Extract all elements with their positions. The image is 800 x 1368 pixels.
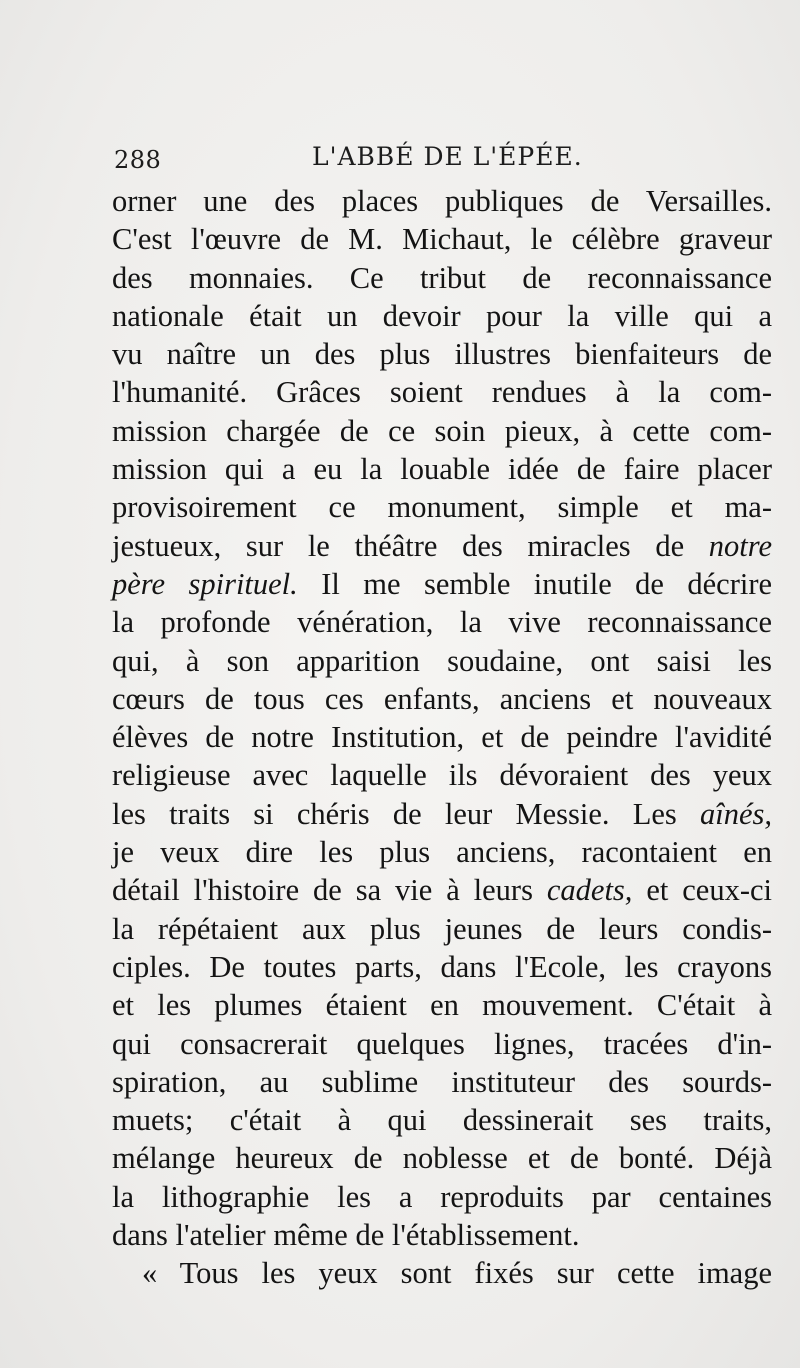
text-line: cœurs de tous ces enfants, anciens et nouveaux: [112, 681, 772, 716]
text-line: C'est l'œuvre de M. Michaut, le célèbre graveur: [112, 222, 772, 257]
text-line: mélange heureux de noblesse et de bonté. Déjà: [112, 1141, 772, 1176]
text-line: [112, 565, 772, 603]
text-line: spiration, au sublime instituteur des sourds-: [112, 1064, 772, 1099]
text-line: orner une des places publiques de Versailles.: [112, 184, 772, 218]
italic-segment: père spirituel.: [112, 566, 298, 601]
text-line: « Tous les yeux sont fixés sur cette image: [142, 1256, 772, 1291]
text-line: ciples. De toutes parts, dans l'Ecole, les crayons: [112, 949, 772, 984]
italic-segment: aînés,: [700, 796, 773, 831]
text-line: muets; c'était à qui dessinerait ses traits,: [112, 1103, 772, 1138]
text-line: [112, 527, 772, 565]
text-segment: les traits si chéris de leur Messie. Les: [112, 796, 677, 831]
text-segment: jestueux, sur le théâtre des miracles de: [112, 528, 685, 563]
body-text: [112, 182, 772, 1293]
page-header: [112, 138, 772, 182]
text-line: [112, 795, 772, 833]
text-line: la répétaient aux plus jeunes de leurs condis-: [112, 911, 772, 946]
text-line: et les plumes étaient en mouvement. C'était à: [112, 988, 772, 1023]
text-segment: et ceux-ci: [646, 873, 773, 908]
text-line: qui, à son apparition soudaine, ont saisi les: [112, 643, 772, 678]
text-line: l'humanité. Grâces soient rendues à la com-: [112, 375, 772, 410]
text-line: des monnaies. Ce tribut de reconnaissance: [112, 260, 772, 295]
italic-segment: cadets,: [546, 873, 633, 908]
text-line: je veux dire les plus anciens, racontaient en: [112, 835, 772, 870]
text-line: [112, 871, 772, 909]
text-line: mission chargée de ce soin pieux, à cette com-: [112, 413, 772, 448]
text-line: mission qui a eu la louable idée de faire placer: [112, 452, 772, 487]
text-line: provisoirement ce monument, simple et ma-: [112, 490, 772, 525]
text-line: la lithographie les a reproduits par centaines: [112, 1179, 772, 1214]
text-line: la profonde vénération, la vive reconnaissance: [112, 605, 772, 640]
italic-segment: notre: [708, 528, 772, 563]
text-segment: détail l'histoire de sa vie à leurs: [112, 873, 533, 908]
text-line: dans l'atelier même de l'établissement.: [112, 1218, 580, 1253]
page-number: 288: [114, 146, 162, 174]
text-line: élèves de notre Institution, et de peindre l'avidité: [112, 720, 772, 755]
text-line: nationale était un devoir pour la ville qui a: [112, 298, 772, 333]
text-segment: Il me semble inutile de décrire: [321, 566, 773, 601]
text-line: vu naître un des plus illustres bienfaiteurs de: [112, 337, 772, 372]
running-title: L'ABBÉ DE L'ÉPÉE.: [312, 142, 583, 171]
text-line: religieuse avec laquelle ils dévoraient des yeux: [112, 758, 772, 793]
text-line: qui consacrerait quelques lignes, tracées d'in-: [112, 1026, 772, 1061]
